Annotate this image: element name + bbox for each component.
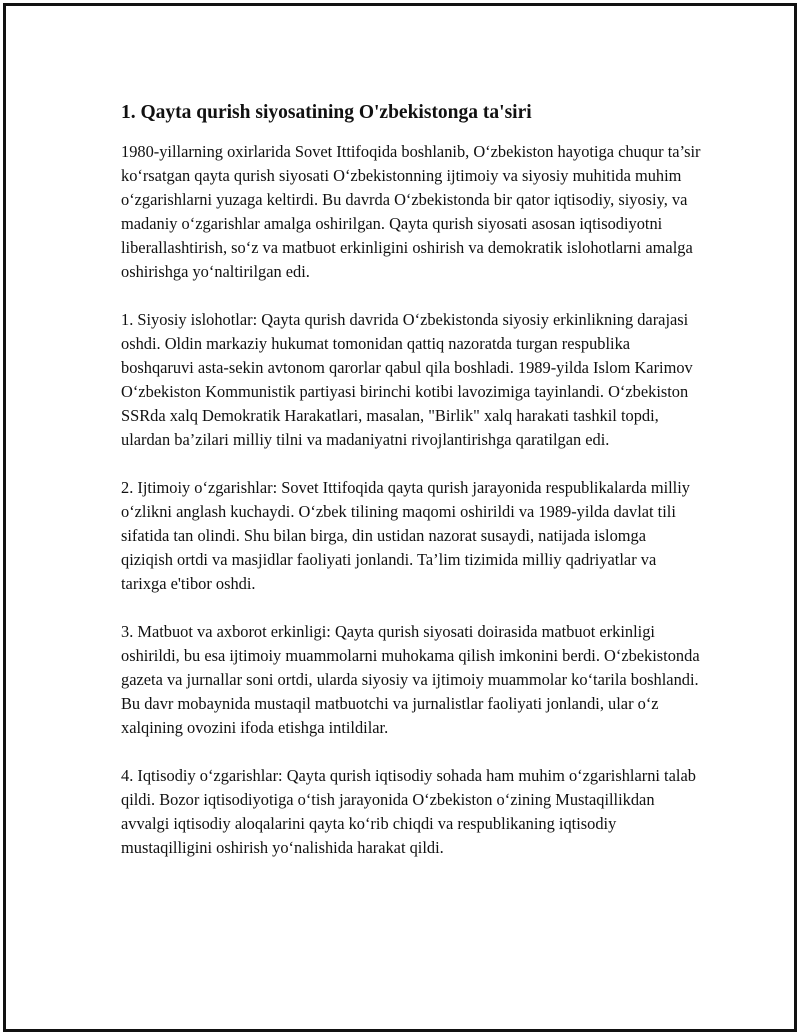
- political-reforms-paragraph: 1. Siyosiy islohotlar: Qayta qurish davrida O‘zbekistonda siyosiy erkinlikning darajasi oshdi. Oldin markaziy hukumat tomonidan qattiq nazoratda turgan respublika boshqaruvi asta-sekin avtonom qarorlar qabul qila boshladi. 1989-yilda Islom Karimov O‘zbekiston Kommunistik partiyasi birinchi kotibi lavozimiga tayinlandi. O‘zbekiston SSRda xalq Demokratik Harakatlari, masalan, "Birlik" xalq harakati tashkil topdi, ulardan ba’zilari milliy tilni va madaniyatni rivojlantirishga qaratilgan edi.: [121, 310, 693, 449]
- economic-changes-paragraph: 4. Iqtisodiy o‘zgarishlar: Qayta qurish iqtisodiy sohada ham muhim o‘zgarishlarni talab qildi. Bozor iqtisodiyotiga o‘tish jarayonida O‘zbekiston o‘zining Mustaqillikdan avvalgi iqtisodiy aloqalarini qayta ko‘rib chiqdi va respublikaning iqtisodiy mustaqilligini oshirish yo‘nalishida harakat qildi.: [121, 766, 696, 857]
- social-changes-paragraph: 2. Ijtimoiy o‘zgarishlar: Sovet Ittifoqida qayta qurish jarayonida respublikalarda milliy o‘zlikni anglash kuchaydi. O‘zbek tilining maqomi oshirildi va 1989-yilda davlat tili sifatida tan olindi. Shu bilan birga, din ustidan nazorat susaydi, natijada islomga qiziqish ortdi va masjidlar faoliyati jonlandi. Ta’lim tizimida milliy qadriyatlar va tarixga e'tibor oshdi.: [121, 478, 690, 593]
- document-body: [121, 100, 701, 884]
- document-title: 1. Qayta qurish siyosatining O'zbekistonga ta'siri: [121, 102, 532, 123]
- press-freedom-paragraph: 3. Matbuot va axborot erkinligi: Qayta qurish siyosati doirasida matbuot erkinligi oshirildi, bu esa ijtimoiy muammolarni muhokama qilish imkonini berdi. O‘zbekistonda gazeta va jurnallar soni ortdi, ularda siyosiy va ijtimoiy muammolar ko‘tarila boshlandi. Bu davr mobaynida mustaqil matbuotchi va jurnalistlar faoliyati jonlandi, ular o‘z xalqining ovozini ifoda etishga intildilar.: [121, 622, 700, 737]
- intro-paragraph: 1980-yillarning oxirlarida Sovet Ittifoqida boshlanib, O‘zbekiston hayotiga chuqur ta’sir ko‘rsatgan qayta qurish siyosati O‘zbekistonning ijtimoiy va siyosiy muhitida muhim o‘zgarishlarni yuzaga keltirdi. Bu davrda O‘zbekistonda bir qator iqtisodiy, siyosiy, va madaniy o‘zgarishlar amalga oshirilgan. Qayta qurish siyosati asosan iqtisodiyotni liberallashtirish, so‘z va matbuot erkinligini oshirish va demokratik islohotlarni amalga oshirishga yo‘naltirilgan edi.: [121, 142, 701, 281]
- page-frame: [3, 3, 797, 1032]
